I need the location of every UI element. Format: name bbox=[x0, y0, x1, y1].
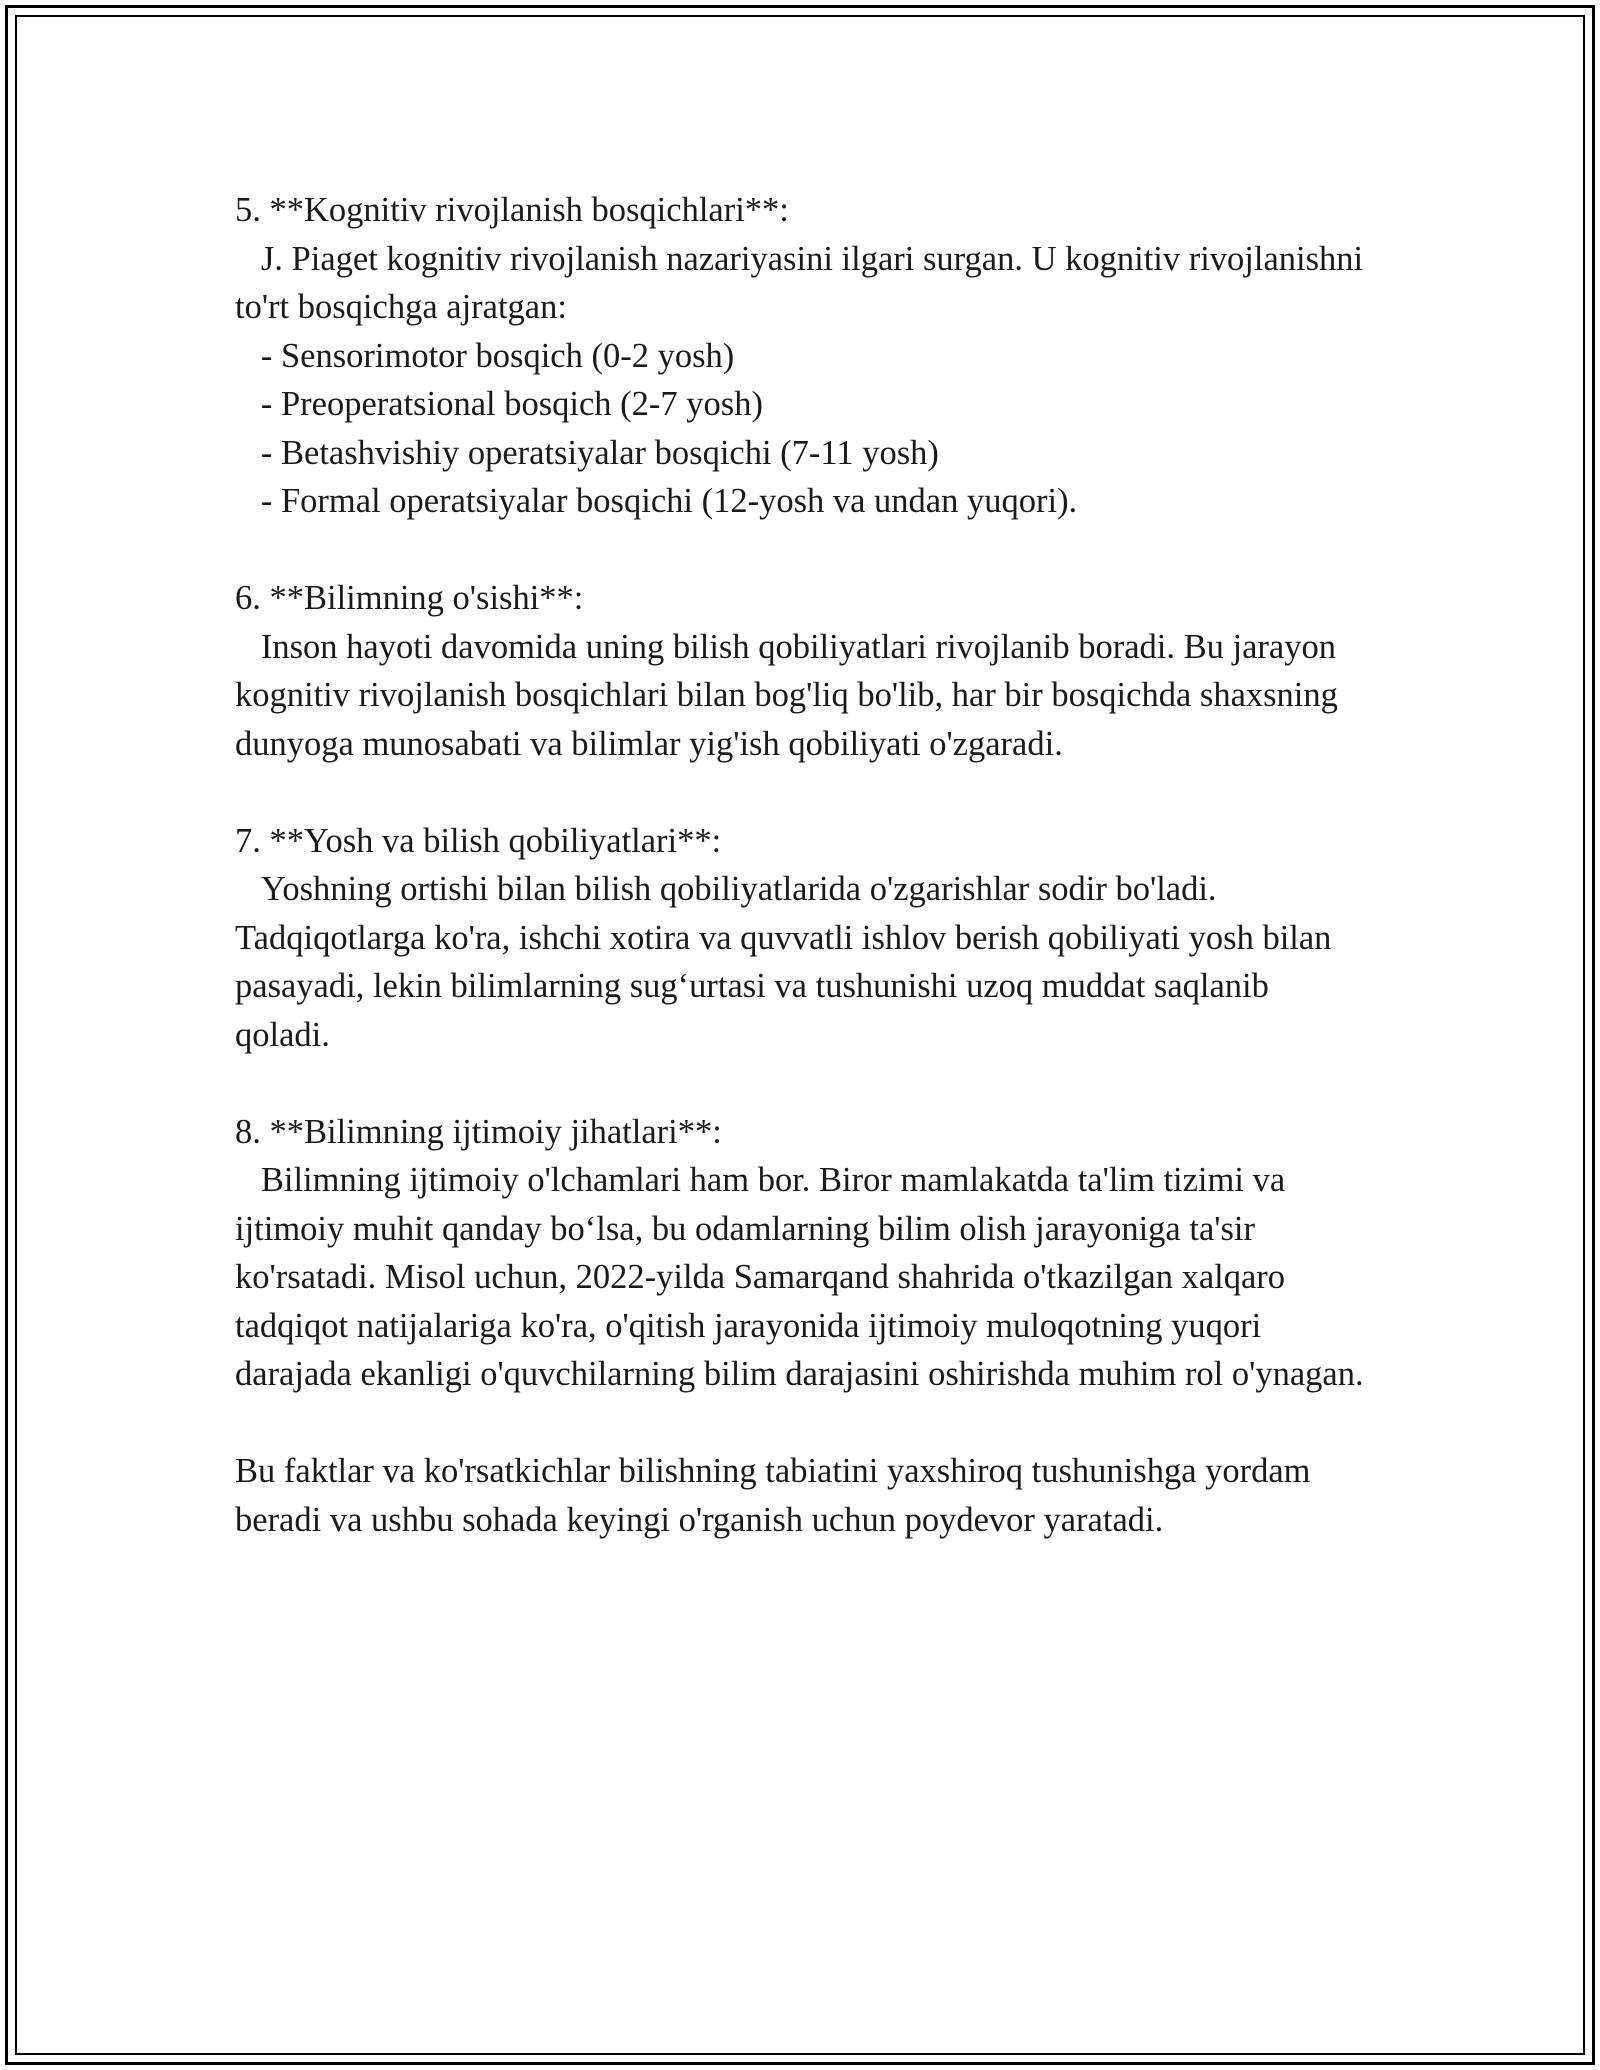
list-item: - Sensorimotor bosqich (0-2 yosh) bbox=[235, 336, 735, 375]
section-heading-7: 7. **Yosh va bilish qobiliyatlari**: bbox=[235, 821, 722, 860]
paragraph-gap bbox=[235, 1059, 1365, 1108]
paragraph-gap bbox=[235, 526, 1365, 575]
section-body-8: Bilimning ijtimoiy o'lchamlari ham bor. Biror mamlakatda ta'lim tizimi va ijtimoiy muhit qanday bo‘lsa, bu odamlarning bilim olish jarayoniga ta'sir ko'rsatadi. Misol uchun, 2022-yilda Samarqand shahrida o'tkazilgan xalqaro tadqiqot natijalariga ko'ra, o'qitish jarayonida ijtimoiy muloqotning yuqori darajada ekanligi o'quvchilarning bilim darajasini oshirishda muhim rol o'ynagan. bbox=[235, 1161, 1364, 1393]
section-body-5: J. Piaget kognitiv rivojlanish nazariyasini ilgari surgan. U kognitiv rivojlanishni to'rt bosqichga ajratgan: bbox=[235, 239, 1372, 326]
list-item: - Formal operatsiyalar bosqichi (12-yosh va undan yuqori). bbox=[235, 482, 1078, 520]
document-body bbox=[235, 186, 1372, 1544]
paragraph-gap bbox=[235, 1399, 1365, 1448]
conclusion-paragraph: Bu faktlar va ko'rsatkichlar bilishning tabiatini yaxshiroq tushunishga yordam beradi va ushbu sohada keyingi o'rganish uchun poydevor yaratadi. bbox=[235, 1452, 1320, 1539]
section-body-7: Yoshning ortishi bilan bilish qobiliyatlarida o'zgarishlar sodir bo'ladi. Tadqiqotlarga ko'ra, ishchi xotira va quvvatli ishlov berish qobiliyati yosh bilan pasayadi, lekin bilimlarning sug‘urtasi va tushunishi uzoq muddat saqlanib qoladi. bbox=[235, 870, 1341, 1054]
paragraph-gap bbox=[235, 768, 1365, 817]
section-heading-6: 6. **Bilimning o'sishi**: bbox=[235, 579, 584, 617]
section-body-6: Inson hayoti davomida uning bilish qobiliyatlari rivojlanib boradi. Bu jarayon kognitiv rivojlanish bosqichlari bilan bog'liq bo'lib, har bir bosqichda shaxsning dunyoga munosabati va bilimlar yig'ish qobiliyati o'zgaradi. bbox=[235, 627, 1347, 763]
section-heading-5: 5. **Kognitiv rivojlanish bosqichlari**: bbox=[235, 191, 789, 229]
list-item: - Betashvishiy operatsiyalar bosqichi (7-11 yosh) bbox=[235, 433, 939, 472]
section-heading-8: 8. **Bilimning ijtimoiy jihatlari**: bbox=[235, 1112, 722, 1151]
list-item: - Preoperatsional bosqich (2-7 yosh) bbox=[235, 385, 763, 423]
